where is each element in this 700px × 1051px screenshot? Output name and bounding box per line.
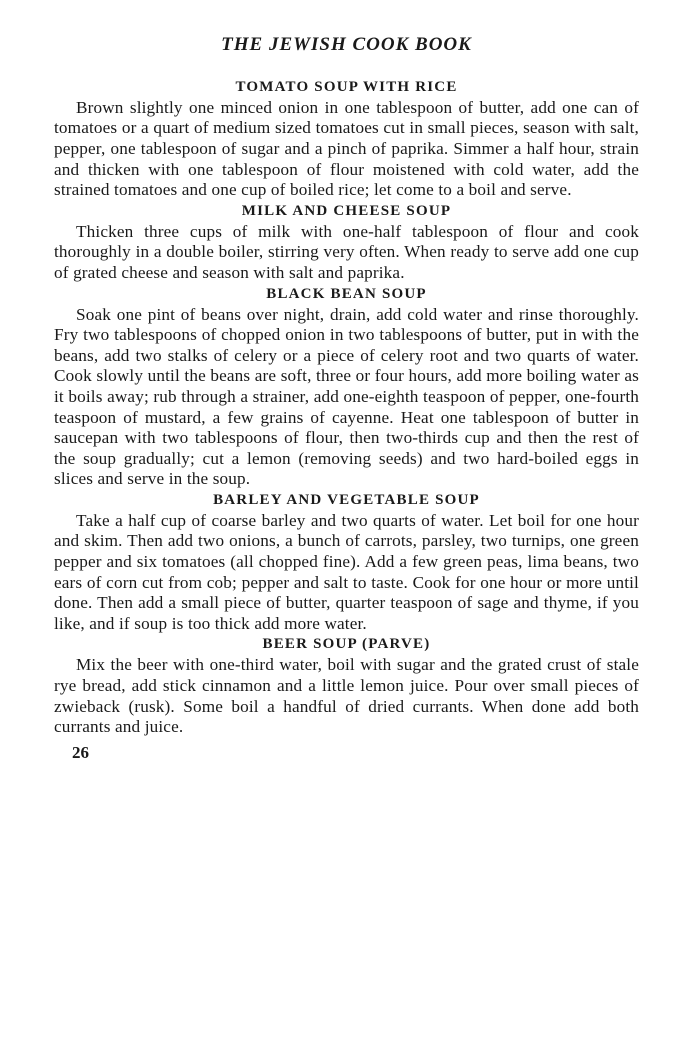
running-head: THE JEWISH COOK BOOK bbox=[221, 34, 472, 55]
recipe-title: MILK AND CHEESE SOUP bbox=[241, 202, 452, 219]
recipe-body: Thicken three cups of milk with one-half tablespoon of flour and cook thoroughly in a double boiler, stirring very often. When ready to serve add one cup of grated cheese and season with salt and paprika. bbox=[54, 221, 639, 282]
book-page bbox=[54, 34, 639, 763]
recipe-black-bean-soup bbox=[54, 284, 639, 490]
recipe-beer-soup-parve bbox=[54, 634, 639, 737]
recipe-body: Soak one pint of beans over night, drain, add cold water and rinse thoroughly. Fry two tablespoons of chopped onion in two tablespoons of butter, put in with the beans, add two stalks of celery or a piece of celery root and two quarts of water. Cook slowly until the beans are soft, three or four hours, add more boiling water as it boils away; rub through a strainer, add one-eighth teaspoon of pepper, one-fourth teaspoon of mustard, a few grains of cayenne. Heat one tablespoon of butter in saucepan with two tablespoons of flour, then two-thirds cup and then the rest of the soup gradually; cut a lemon (removing seeds) and two hard-boiled eggs in slices and serve in the soup. bbox=[54, 304, 639, 489]
recipe-title: TOMATO SOUP WITH RICE bbox=[235, 78, 458, 95]
recipe-barley-and-vegetable-soup bbox=[54, 490, 639, 635]
recipe-tomato-soup-with-rice bbox=[54, 77, 639, 201]
recipe-title: BARLEY AND VEGETABLE SOUP bbox=[213, 491, 480, 508]
page-number: 26 bbox=[72, 742, 89, 762]
recipe-title: BLACK BEAN SOUP bbox=[266, 285, 427, 302]
recipe-milk-and-cheese-soup bbox=[54, 201, 639, 284]
recipe-body: Brown slightly one minced onion in one tablespoon of butter, add one can of tomatoes or a quart of medium sized tomatoes cut in small pieces, season with salt, pepper, one tablespoon of sugar and a pinch of paprika. Simmer a half hour, strain and thicken with one tablespoon of flour moistened with cold water, add the strained tomatoes and one cup of boiled rice; let come to a boil and serve. bbox=[54, 97, 639, 200]
recipe-body: Take a half cup of coarse barley and two quarts of water. Let boil for one hour and skim. Then add two onions, a bunch of carrots, parsley, two turnips, one green pepper and six tomatoes (all chopped fine). Add a few green peas, lima beans, two ears of corn cut from cob; pepper and salt to taste. Cook for one hour or more until done. Then add a small piece of butter, quarter teaspoon of sage and thyme, if you like, and if soup is too thick add more water. bbox=[54, 510, 639, 633]
recipe-body: Mix the beer with one-third water, boil with sugar and the grated crust of stale rye bread, add stick cinnamon and a little lemon juice. Pour over small pieces of zwieback (rusk). Some boil a handful of dried currants. When done add both currants and juice. bbox=[54, 655, 639, 737]
recipe-title: BEER SOUP (PARVE) bbox=[262, 636, 431, 653]
